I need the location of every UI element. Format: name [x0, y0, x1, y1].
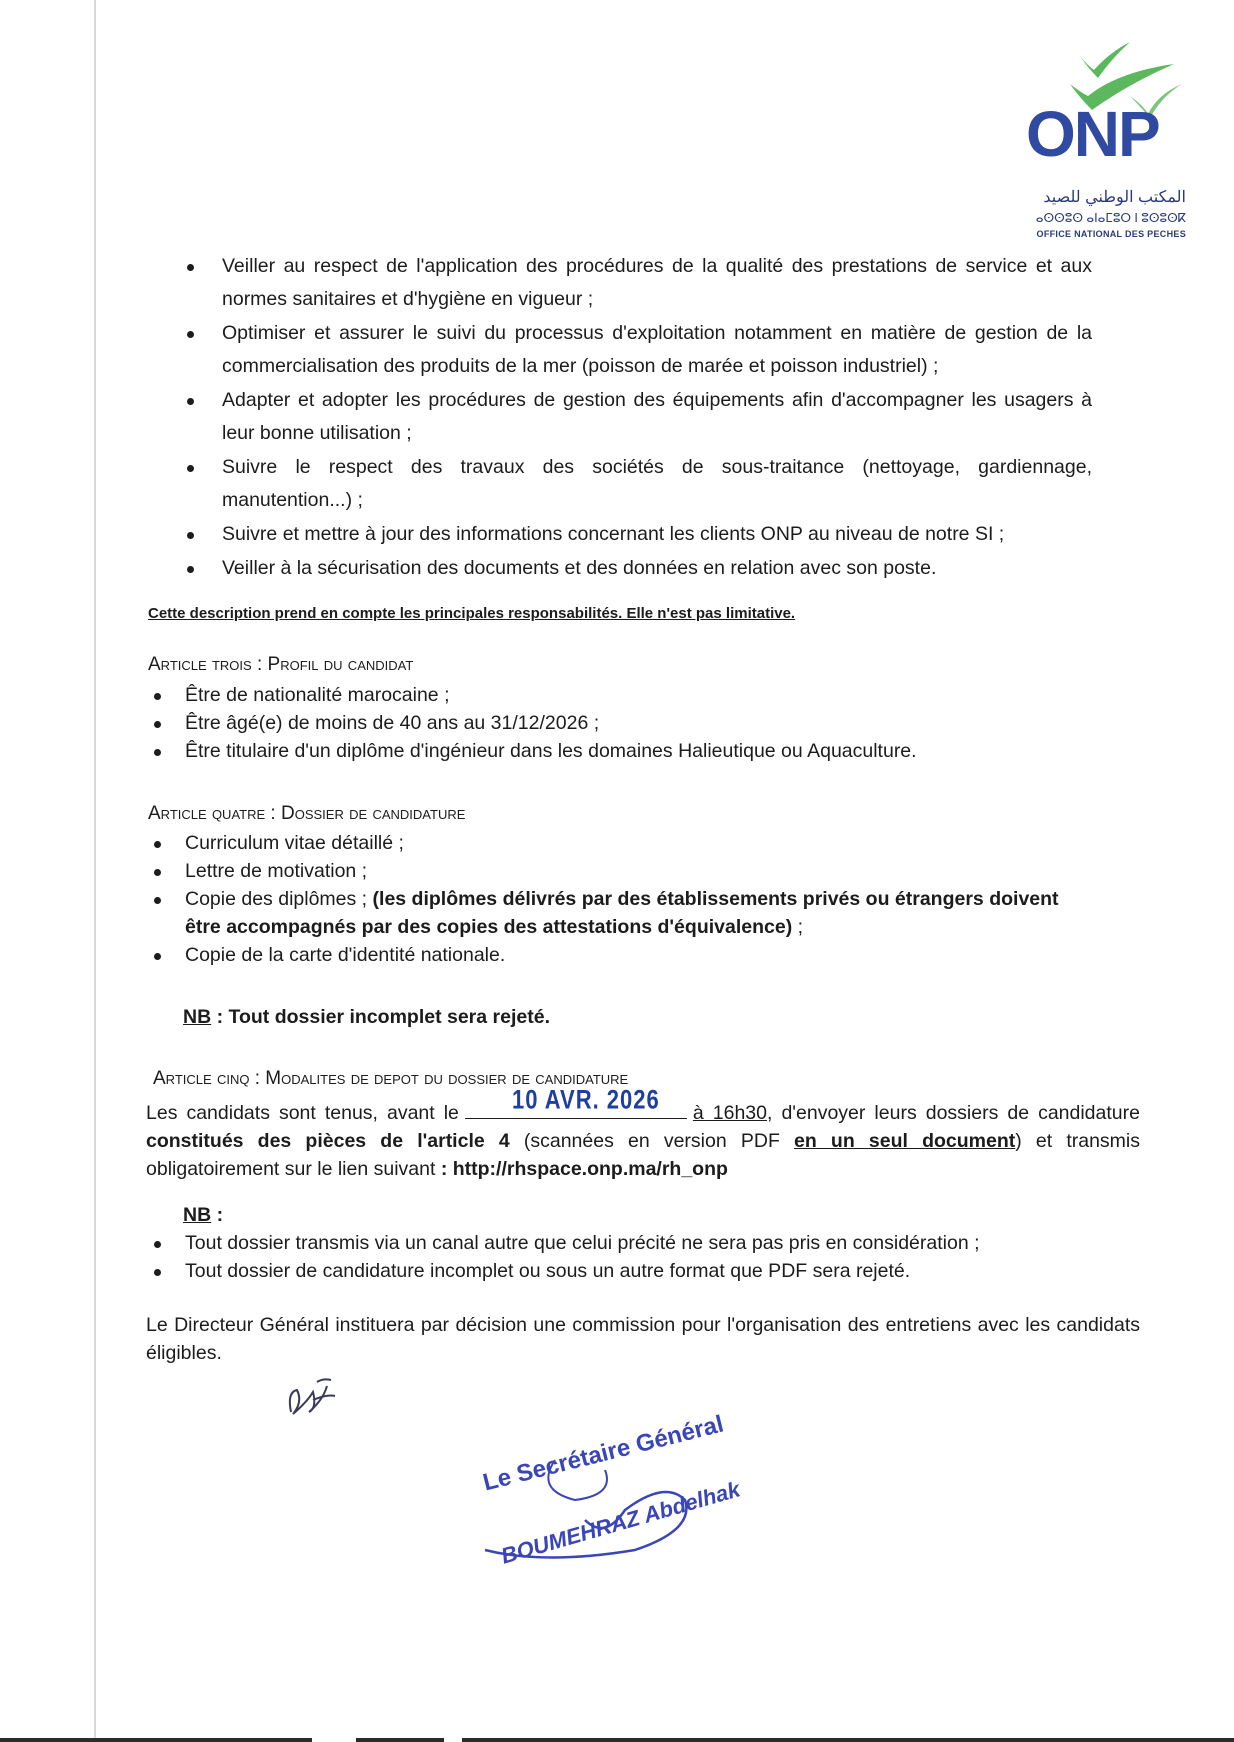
date-stamp: 10 AVR. 2026	[512, 1084, 660, 1115]
scan-edge-line	[94, 0, 96, 1742]
article-3-heading: Article trois : Profil du candidat	[148, 654, 414, 675]
list-item: Optimiser et assurer le suivi du processus d'exploitation notamment en matière de gestion de la commercialisation des produits de la mer (poisson de marée et poisson industriel) ;	[222, 317, 1092, 383]
logo-french-name: OFFICE NATIONAL DES PECHES	[1036, 229, 1186, 239]
article-5-heading: Article cinq : Modalites de depot du dossier de candidature	[153, 1068, 629, 1089]
logo-arabic-name: المكتب الوطني للصيد	[1043, 189, 1186, 206]
initials-signature	[283, 1372, 343, 1422]
description-note: Cette description prend en compte les principales responsabilités. Elle n'est pas limitative.	[148, 605, 796, 622]
bottom-edge-line	[462, 1738, 1234, 1742]
list-item: Copie des diplômes ; (les diplômes délivrés par des établissements privés ou étrangers doivent être accompagnés par des copies des attestations d'équivalence) ;	[185, 885, 1095, 941]
submission-paragraph: Les candidats sont tenus, avant le à 16h30, d'envoyer leurs dossiers de candidature constitués des pièces de l'article 4 (scannées en version PDF en un seul document) et transmis obligatoirement sur le lien suivant : http://rhspace.onp.ma/rh_onp	[146, 1098, 1140, 1183]
list-item: Suivre le respect des travaux des sociétés de sous-traitance (nettoyage, gardiennage, manutention...) ;	[222, 451, 1092, 517]
signature-title: Le Secrétaire Général	[480, 1410, 727, 1497]
bottom-edge-line	[356, 1738, 444, 1742]
list-item: Être de nationalité marocaine ;	[185, 681, 1085, 709]
nb-list	[185, 1229, 1095, 1285]
onp-logo	[1018, 36, 1198, 239]
list-item: Être titulaire d'un diplôme d'ingénieur dans les domaines Halieutique ou Aquaculture.	[185, 737, 1085, 765]
logo-tifinagh-name: ⴰⵙⵙⵓⵙ ⴰⵏⴰⵎⵓⵔ ⵏ ⵓⵙⵓⵙⴽ	[1035, 211, 1186, 225]
signature-stamp	[465, 1400, 765, 1570]
list-item: Veiller à la sécurisation des documents et des données en relation avec son poste.	[222, 552, 1092, 585]
list-item: Copie de la carte d'identité nationale.	[185, 941, 1095, 969]
list-item: Veiller au respect de l'application des procédures de la qualité des prestations de service et aux normes sanitaires et d'hygiène en vigueur ;	[222, 250, 1092, 316]
nb-label: NB :	[183, 1204, 224, 1226]
closing-paragraph: Le Directeur Général instituera par décision une commission pour l'organisation des entretiens avec les candidats éligibles.	[146, 1314, 1140, 1364]
dossier-list	[185, 829, 1095, 969]
list-item: Curriculum vitae détaillé ;	[185, 829, 1095, 857]
list-item: Être âgé(e) de moins de 40 ans au 31/12/2026 ;	[185, 709, 1085, 737]
signature-name: BOUMEHRAZ Abdelhak	[498, 1476, 743, 1569]
list-item: Tout dossier transmis via un canal autre que celui précité ne sera pas pris en considération ;	[185, 1229, 1095, 1257]
article-4-heading: Article quatre : Dossier de candidature	[148, 803, 466, 824]
logo-acronym: ONP	[1026, 98, 1159, 170]
list-item: Tout dossier de candidature incomplet ou sous un autre format que PDF sera rejeté.	[185, 1257, 1095, 1285]
bottom-edge-line	[0, 1738, 312, 1742]
date-blank	[465, 1098, 687, 1119]
list-item: Adapter et adopter les procédures de gestion des équipements afin d'accompagner les usagers à leur bonne utilisation ;	[222, 384, 1092, 450]
responsibilities-list	[222, 250, 1092, 586]
list-item: Suivre et mettre à jour des informations concernant les clients ONP au niveau de notre SI ;	[222, 518, 1092, 551]
profile-list	[185, 681, 1085, 765]
list-item: Lettre de motivation ;	[185, 857, 1095, 885]
nb-incomplete: NB : Tout dossier incomplet sera rejeté.	[183, 1006, 550, 1028]
